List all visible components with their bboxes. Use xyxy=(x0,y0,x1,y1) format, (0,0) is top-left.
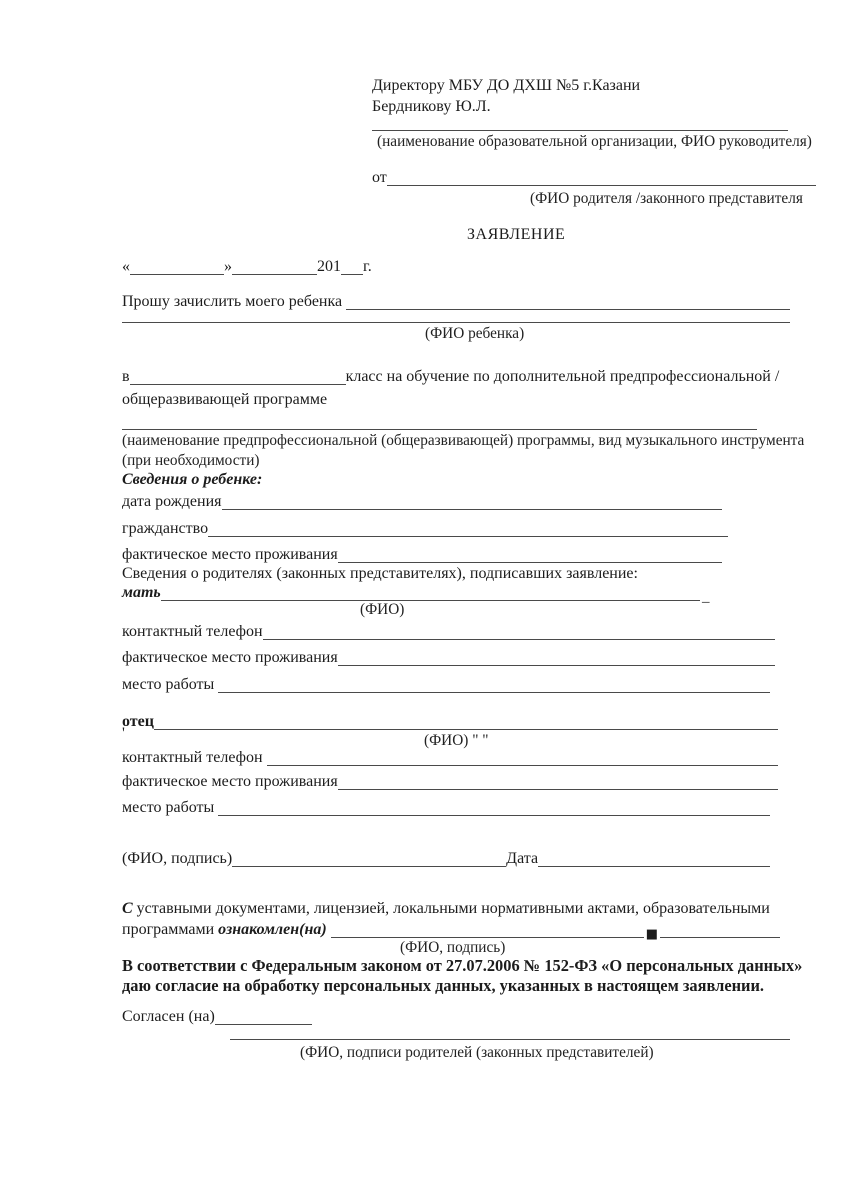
mother-address-row xyxy=(122,648,775,668)
law-line-1: В соответствии с Федеральным законом от 27.07.2006 № 152-ФЗ «О персональных данных» xyxy=(122,956,803,975)
consent-signature-blank xyxy=(230,1039,790,1040)
class-line1-text: класс на обучение по дополнительной предпрофессиональной / xyxy=(345,368,780,385)
mother-name-blank xyxy=(161,583,700,601)
child-name-caption: (ФИО ребенка) xyxy=(425,325,525,342)
signature-blank xyxy=(232,849,506,867)
child-section-heading: Сведения о ребенке: xyxy=(122,471,263,488)
open-quote: « xyxy=(122,258,130,275)
ack-line2-bold: ознакомлен(на) xyxy=(218,921,331,938)
ack-line1-rest: уставными документами, лицензией, локальными нормативными актами, образовательными xyxy=(132,900,770,917)
citizenship-row xyxy=(122,519,728,539)
child-address-blank xyxy=(338,545,722,563)
birth-date-blank xyxy=(222,492,723,510)
father-work-label: место работы xyxy=(122,799,219,816)
father-address-row xyxy=(122,772,778,792)
class-row xyxy=(122,367,790,387)
program-caption-line1: (наименование предпрофессиональной (общеразвивающей) программы, вид музыкального инструмента xyxy=(122,432,805,449)
child-address-row xyxy=(122,545,722,565)
org-name-blank-line xyxy=(372,130,788,131)
agree-blank xyxy=(215,1007,312,1025)
date-label: Дата xyxy=(506,850,539,867)
agree-label: Согласен (на) xyxy=(122,1008,215,1025)
request-label: Прошу зачислить моего ребенка xyxy=(122,293,347,310)
child-name-blank-2 xyxy=(122,322,790,323)
date-row xyxy=(122,257,384,277)
ack-caption: (ФИО, подпись) xyxy=(400,939,506,956)
program-name-blank xyxy=(122,429,757,430)
father-name-blank xyxy=(154,712,778,730)
father-label: отец xyxy=(122,713,154,730)
father-fio-caption: (ФИО) " " xyxy=(424,732,489,749)
black-square-mark: ■ xyxy=(645,927,658,942)
birth-date-row xyxy=(122,492,722,512)
father-phone-blank xyxy=(267,748,778,766)
class-line2-text: общеразвивающей программе xyxy=(122,391,328,408)
addressee-line-2: Бердникову Ю.Л. xyxy=(372,98,491,115)
ack-line2-prefix: программами xyxy=(122,921,219,938)
class-prefix: в xyxy=(122,368,130,385)
signature-row xyxy=(122,849,770,869)
mother-line-dash: – xyxy=(702,594,710,610)
page-title: ЗАЯВЛЕНИЕ xyxy=(467,226,566,243)
father-apostrophe-mark: ' xyxy=(122,725,125,742)
consent-caption: (ФИО, подписи родителей (законных представителей) xyxy=(300,1044,654,1061)
father-address-label: фактическое место проживания xyxy=(122,773,338,790)
mother-fio-caption: (ФИО) xyxy=(360,601,405,618)
ack-blank-2 xyxy=(660,920,780,938)
law-line-2: даю согласие на обработку персональных данных, указанных в настоящем заявлении. xyxy=(122,976,765,995)
year-prefix: 201 xyxy=(317,258,341,275)
close-quote: » xyxy=(224,258,232,275)
mother-phone-label: контактный телефон xyxy=(122,623,263,640)
program-caption-line2: (при необходимости) xyxy=(122,452,260,469)
class-blank xyxy=(130,367,346,385)
org-caption: (наименование образовательной организации, ФИО руководителя) xyxy=(377,133,812,150)
birth-date-label: дата рождения xyxy=(122,493,222,510)
ack-line1-bold: С xyxy=(122,900,133,917)
from-label: от xyxy=(372,169,387,186)
ack-blank-1 xyxy=(331,920,644,938)
ack-line-1 xyxy=(122,899,770,919)
mother-address-blank xyxy=(338,648,775,666)
mother-phone-blank xyxy=(263,622,775,640)
father-work-blank xyxy=(218,798,770,816)
mother-work-row xyxy=(122,675,770,695)
date-blank xyxy=(538,849,770,867)
ack-row xyxy=(122,920,780,940)
parents-section-heading: Сведения о родителях (законных представителях), подписавших заявление: xyxy=(122,565,638,582)
mother-label: мать xyxy=(122,584,161,601)
father-phone-row xyxy=(122,748,778,768)
from-caption: (ФИО родителя /законного представителя xyxy=(530,190,803,207)
child-address-label: фактическое место проживания xyxy=(122,546,338,563)
father-phone-label: контактный телефон xyxy=(122,749,263,766)
from-row xyxy=(372,168,816,188)
from-blank-line xyxy=(387,168,816,186)
year-suffix: г. xyxy=(363,258,372,275)
mother-phone-row xyxy=(122,622,775,642)
citizenship-label: гражданство xyxy=(122,520,209,537)
citizenship-blank xyxy=(208,519,728,537)
agree-row xyxy=(122,1007,312,1027)
mother-work-blank xyxy=(218,675,770,693)
father-address-blank xyxy=(338,772,778,790)
mother-address-label: фактическое место проживания xyxy=(122,649,338,666)
request-row xyxy=(122,292,790,312)
child-name-blank-1 xyxy=(346,292,790,310)
mother-row xyxy=(122,583,700,603)
father-row xyxy=(122,712,778,732)
signature-label: (ФИО, подпись) xyxy=(122,850,233,867)
date-year-blank xyxy=(341,257,363,275)
addressee-line-1: Директору МБУ ДО ДХШ №5 г.Казани xyxy=(372,77,641,94)
date-month-blank xyxy=(232,257,317,275)
mother-work-label: место работы xyxy=(122,676,219,693)
date-day-blank xyxy=(130,257,224,275)
father-work-row xyxy=(122,798,770,818)
